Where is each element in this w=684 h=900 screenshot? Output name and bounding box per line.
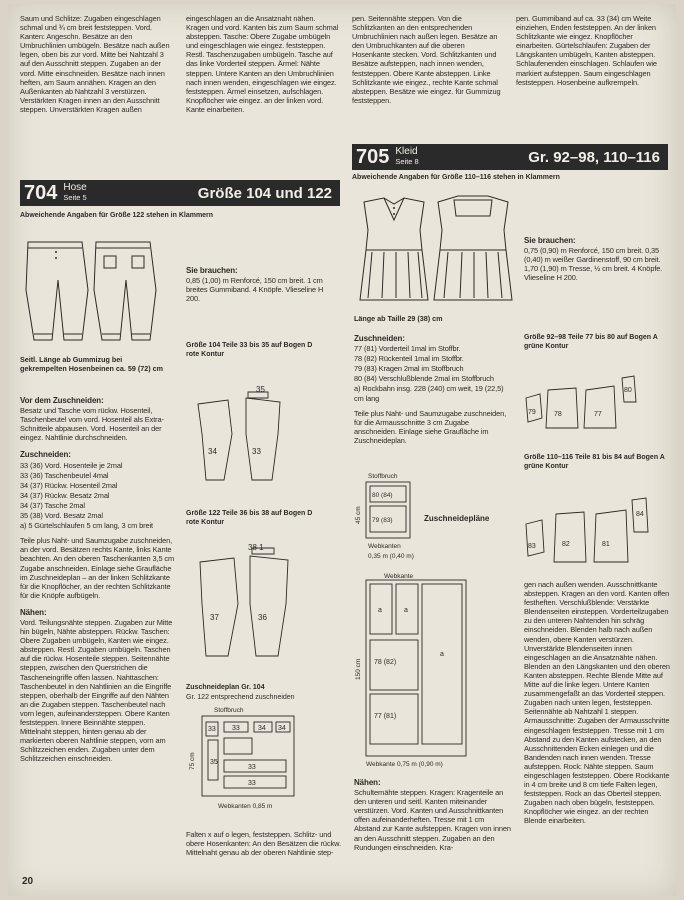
length-note: Länge ab Taille 29 (38) cm <box>354 314 443 323</box>
piece-number: 34 <box>258 725 266 732</box>
stoffbruch-label: Stoffbruch <box>214 707 244 714</box>
piece-letter: a <box>404 607 408 614</box>
instruction-text: Falten x auf o legen, feststeppen. Schlitz- und obere Hosenkanten: An den Besätzen die rückw. Mittelnaht genau ab der oberen Nahtlinie step- <box>186 830 341 858</box>
instruction-text: Vord. Teilungsnähte steppen. Zugaben zur Mitte hin bügeln, Nähte absteppen. Rückw. Taschen: Obere Zugaben umbügeln, Kanten wie eingez. absteppen. Restl. Zugaben umbügeln. Taschen auf die rückw. Hosenteile steppen. Seitennähte steppen, zwischen den Querstrichen die Tascheneingriffe offen lassen. Nahttaschen: Taschenbeutel in den Nahtlinien an die Eingriffe steppen, oberhalb der Eingriffe auf den Nähten an die Zugaben steppen. Taschenbeutel nach vorn legen, aufeinandersteppen. Obere Kanten feststeppen. Innere Beinnähte steppen. Mittelnaht steppen, hinten genau ab der markierten oberen Nahtlinie steppen, vorn am Schlitzzeichen enden. Zugaben unter dem Schlitzzeichen einschneiden. <box>20 617 173 764</box>
top-text-col4 <box>516 14 666 88</box>
piece-number: 81 <box>602 541 610 548</box>
section-sizes: Gr. 92–98, 110–116 <box>528 148 660 166</box>
piece-letter: a <box>378 607 382 614</box>
piece-number: 79 (83) <box>372 517 393 524</box>
pattern-pieces-110 <box>522 494 672 574</box>
piece-number: 33 <box>252 447 261 456</box>
piece-number: 38 1 <box>248 544 264 552</box>
piece-number: 80 (84) <box>372 492 393 499</box>
piece-number: 34 <box>208 447 217 456</box>
heading: Vor dem Zuschneiden: <box>20 396 104 405</box>
sie-brauchen-705 <box>524 236 670 283</box>
piece-number: 34 <box>278 725 286 732</box>
piece-number: 77 <box>594 411 602 418</box>
plan-height-label: 45 cm <box>355 506 362 524</box>
instruction-text: gen nach außen wenden. Ausschnittkante absteppen. Kragen an den vord. Kanten offen festheften. Verschlußblende: Verstärkte Blendenseiten einsteppen. Vorderteilzugaben zu den unteren Nahtenden hin schräg einschneiden. Blenden halb nach außen wenden, obere Kanten verstürzen. Unverstärkte Blendenseiten innen eingeschlagen an die Ansatznähte nähen. Blenden an den Längskanten und den oberen Kanten absteppen. Rechte Blende Mitte auf Mitte auf die linke legen. Untere Kanten zusammengefaßt an das Vorderteil steppen. Zugaben nach unten legen, feststeppen. Seitennähte ab Nahtzahl 1 steppen. Armausschnitte: Zugaben der Armausschnitte eingeschlagen feststeppen. Tresse mit 1 cm Abstand zu den Kanten aufstecken, an den Ausschnittenden Ecken einlegen und die Bandenden nach innen wenden. Tresse aufsteppen. Rock: Nähte steppen. Saum eingeschlagen feststeppen. Obere Rockkante in 4 cm breite und 8 cm tiefe Falten legen, feststeppen. Rock an das Oberteil steppen. Zugaben nach oben bügeln, feststeppen. Knopflöcher wie eingez. an der rechten Blende einarbeiten. <box>524 580 670 826</box>
cut-item: 78 (82) Rückenteil 1mal im Stoffbr. <box>354 354 464 364</box>
cut-item: a) 5 Gürtelschlaufen 5 cm lang, 3 cm breit <box>20 521 153 531</box>
cutting-plan-705-large <box>352 570 522 770</box>
section-704-left-text <box>20 396 175 764</box>
piece-number: 33 <box>248 764 256 771</box>
bogen-110-label: Größe 110–116 Teile 81 bis 84 auf Bogen A grüne Kontur <box>524 454 665 470</box>
cut-item: 34 (37) Tasche 2mal <box>20 500 85 510</box>
top-text-col2 <box>186 14 340 115</box>
instruction-text: 0,85 (1,00) m Renforcé, 150 cm breit. 1 cm breites Gummiband. 4 Knöpfe. Vlieseline H 200. <box>186 276 324 304</box>
instruction-text: eingeschlagen an die Ansatznaht nähen. Kragen und vord. Kanten bis zum Saum schmal absteppen. Tasche: Obere Zugabe umbügeln und eingeschlagen wie eingez. feststeppen. Restl. Taschenzugaben umbügeln. Tasche auf das linke Vorderteil steppen. Ärmel: Nähte steppen. Untere Kanten an den Umbruchlinien nach innen wenden, eingeschlagen wie eingez. feststeppen. Ärmel einsetzen, aufschlagen. Knopflöcher wie eingez. an der linken vord. Kante einarbeiten. <box>186 14 339 114</box>
instruction-text: 0,75 (0,90) m Renforcé, 150 cm breit. 0,35 (0,40) m weißer Gardinenstoff, 90 cm breit. 1,70 (1,90) m Tresse, ½ cm breit. 4 Knöpfe. Vlieseline H 200. <box>524 246 663 283</box>
section-705-naehen <box>354 778 512 853</box>
top-text-col1 <box>20 14 172 115</box>
piece-number: 35 <box>210 759 218 766</box>
zuschneideplan-heading: Zuschneideplan Gr. 104 <box>186 684 265 691</box>
heading: Sie brauchen: <box>186 266 238 275</box>
heading: Nähen: <box>20 607 47 617</box>
sie-brauchen-704 <box>186 266 336 304</box>
instruction-text: Teile plus Naht- und Saumzugabe zuschneiden, für die Armausschnitte 3 cm Zugabe anschneiden. Einlage siehe Graufläche im Zuschneideplan. <box>354 408 507 445</box>
fold-text <box>186 830 342 858</box>
bogen-122-label: Größe 122 Teile 36 bis 38 auf Bogen D rote Kontur <box>186 510 313 526</box>
magazine-page <box>8 4 676 896</box>
webkanten-label: Webkanten 0,85 m <box>218 803 273 810</box>
section-704-note: Abweichende Angaben für Größe 122 stehen in Klammern <box>20 212 214 219</box>
piece-number: 35 <box>256 385 265 394</box>
piece-number: 33 <box>208 726 216 733</box>
webkante-bottom-label: Webkante 0,75 m (0,90 m) <box>366 761 443 768</box>
webkante-label: Webkante <box>384 573 414 580</box>
cut-item: a) Rockbahn insg. 228 (240) cm weit, 19 (22,5) cm lang <box>354 384 504 403</box>
section-705-right-text <box>524 580 670 827</box>
instruction-text: Schulternähte steppen. Kragen: Kragenteile an den unteren und seitl. Kanten miteinander verstürzen. Vord. Kanten und Ausschnittkanten offen aufeinanderheften. Tresse mit 1 cm Abstand zur Kante aufsteppen. Kragen von innen an den Ausschnitt steppen. Zugaben an den Rundungen einschneiden. Kra- <box>354 788 511 852</box>
cut-item: 35 (38) Vord. Besatz 2mal <box>20 511 103 521</box>
heading: Nähen: <box>354 778 381 787</box>
cutting-plan-704 <box>188 704 338 814</box>
section-kind <box>63 183 86 203</box>
bogen-92-label: Größe 92–98 Teile 77 bis 80 auf Bogen A grüne Kontur <box>524 334 658 350</box>
heading: Sie brauchen: <box>524 236 576 245</box>
cut-item: 33 (36) Vord. Hosenteile je 2mal <box>20 460 123 470</box>
cut-item: 77 (81) Vorderteil 1mal im Stoffbr. <box>354 344 461 354</box>
cut-item: 34 (37) Rückw. Hosenteil 2mal <box>20 480 118 490</box>
page-number: 20 <box>22 876 34 887</box>
piece-letter: a <box>440 651 444 658</box>
piece-number: 37 <box>210 613 219 622</box>
piece-number: 82 <box>562 541 570 548</box>
piece-number: 33 <box>232 725 240 732</box>
section-sizes: Größe 104 und 122 <box>197 184 332 202</box>
stoffbruch-label: Stoffbruch <box>368 473 398 480</box>
piece-number: 77 (81) <box>374 713 397 720</box>
section-705-header <box>352 144 668 170</box>
instruction-text: Saum und Schlitze: Zugaben eingeschlagen schmal und ¾ cm breit feststeppen. Vord. Kanten: Angeschn. Besätze an den Umbruchlinien umbügeln. Besätze nach außen legen, oben bis zur vord. Mitte bei Nahtzahl 3 auf den Ausschnitt steppen. Zugaben an der vord. Mitte einschneiden. Besätze nach innen heften, am Saum annähen. Kragen an den Außenkanten ab Nahtzahl 3 verstürzen. Verstärkten Kragen innen an den Ausschnitt steppen. Unverstärkten Kragen außen <box>20 14 170 114</box>
cutting-plan-705-small <box>354 470 434 566</box>
piece-number: 79 <box>528 409 536 416</box>
zuschneideplaene-label: Zuschneidepläne <box>424 514 490 523</box>
zuschneideplan-sub: Gr. 122 entsprechend zuschneiden <box>186 694 295 701</box>
instruction-text: Teile plus Naht- und Saumzugabe zuschneiden, an der vord. Besätzen rechts Kante, links Kante beachten. An den oberen Taschenkanten 3,5 cm Zugabe anschneiden. Einlage siehe Graufläche im Zuschneideplan – an der linken Schlitzkante für die Knopflöcher, an der rechten Schlitzkante für die Knöpfe aufbügeln. <box>20 536 175 600</box>
bogen-104-label: Größe 104 Teile 33 bis 35 auf Bogen D rote Kontur <box>186 342 313 358</box>
plan-height-label: 150 cm <box>355 658 362 680</box>
dress-illustration <box>354 190 514 308</box>
section-705-note: Abweichende Angaben für Größe 110–116 stehen in Klammern <box>352 174 560 181</box>
cut-item: 34 (37) Rückw. Besatz 2mal <box>20 490 110 500</box>
webkanten-label: Webkanten <box>368 543 401 550</box>
length-note: Seitl. Länge ab Gummizug bei gekrempelten Hosenbeinen ca. 59 (72) cm <box>20 355 164 373</box>
piece-number: 83 <box>528 543 536 550</box>
section-704-header <box>20 180 340 206</box>
kind-label: Kleid <box>395 146 418 157</box>
instruction-text: pen. Seitennähte steppen. Von die Schlitzkanten an den entsprechenden Umbruchlinien nach außen legen. Besätze an den Umbruchkanten auf die oberen Hosenkante stecken. Vord. Schlitzkanten und Besätze aufsteppen, nach innen wenden, feststeppen. Obere Kante absteppen. Linke Schlitzkante wie eingez., rechte Kante schmal absteppen. Besätze wie eingez. für Gummizug feststeppen. <box>352 14 501 105</box>
page-ref: Seite 5 <box>63 193 87 202</box>
pattern-pieces-92 <box>522 372 672 442</box>
pattern-pieces-104 <box>188 384 338 484</box>
piece-number: 36 <box>258 613 267 622</box>
plan-height-label: 75 cm <box>189 752 196 770</box>
plan-width-label: 0,35 m (0,40 m) <box>368 553 414 560</box>
cut-item: 79 (83) Kragen 2mal im Stoffbruch <box>354 364 464 374</box>
piece-number: 80 <box>624 387 632 394</box>
trouser-illustration <box>22 230 162 350</box>
instruction-text: Besatz und Tasche vom rückw. Hosenteil, Taschenbeutel vom vord. Hosenteil als Extra-Schnitteile abpausen. Vord. Hosenteil an der eingez. Nahtlinie durchschneiden. <box>20 406 164 443</box>
pattern-pieces-122 <box>188 544 338 664</box>
piece-number: 33 <box>248 780 256 787</box>
cut-item: 33 (36) Taschenbeutel 4mal <box>20 470 109 480</box>
heading: Zuschneiden: <box>20 450 71 460</box>
section-number: 704 <box>24 181 58 204</box>
instruction-text: pen. Gummiband auf ca. 33 (34) cm Weite einziehen, Enden feststeppen. An der linken Schlitzkante wie eingez. Knopflöcher einarbeiten. Gürtelschlaufen: Zugaben der Längskanten umbügeln, Kanten absteppen. Schlaufenenden einschlagen. Schlaufen wie markiert aufsteppen. Saum eingeschlagen feststeppen. Hosenbeine aufkrempeln. <box>516 14 657 87</box>
piece-number: 84 <box>636 511 644 518</box>
section-705-cut-text <box>354 334 512 446</box>
piece-number: 78 <box>554 411 562 418</box>
section-number: 705 <box>356 145 390 168</box>
heading: Zuschneiden: <box>354 334 405 343</box>
page-ref: Seite 8 <box>395 157 419 166</box>
section-kind <box>395 147 418 167</box>
kind-label: Hose <box>63 182 87 193</box>
piece-number: 78 (82) <box>374 659 397 666</box>
top-text-col3 <box>352 14 502 106</box>
cut-item: 80 (84) Verschlußblende 2mal im Stoffbruch <box>354 374 494 384</box>
